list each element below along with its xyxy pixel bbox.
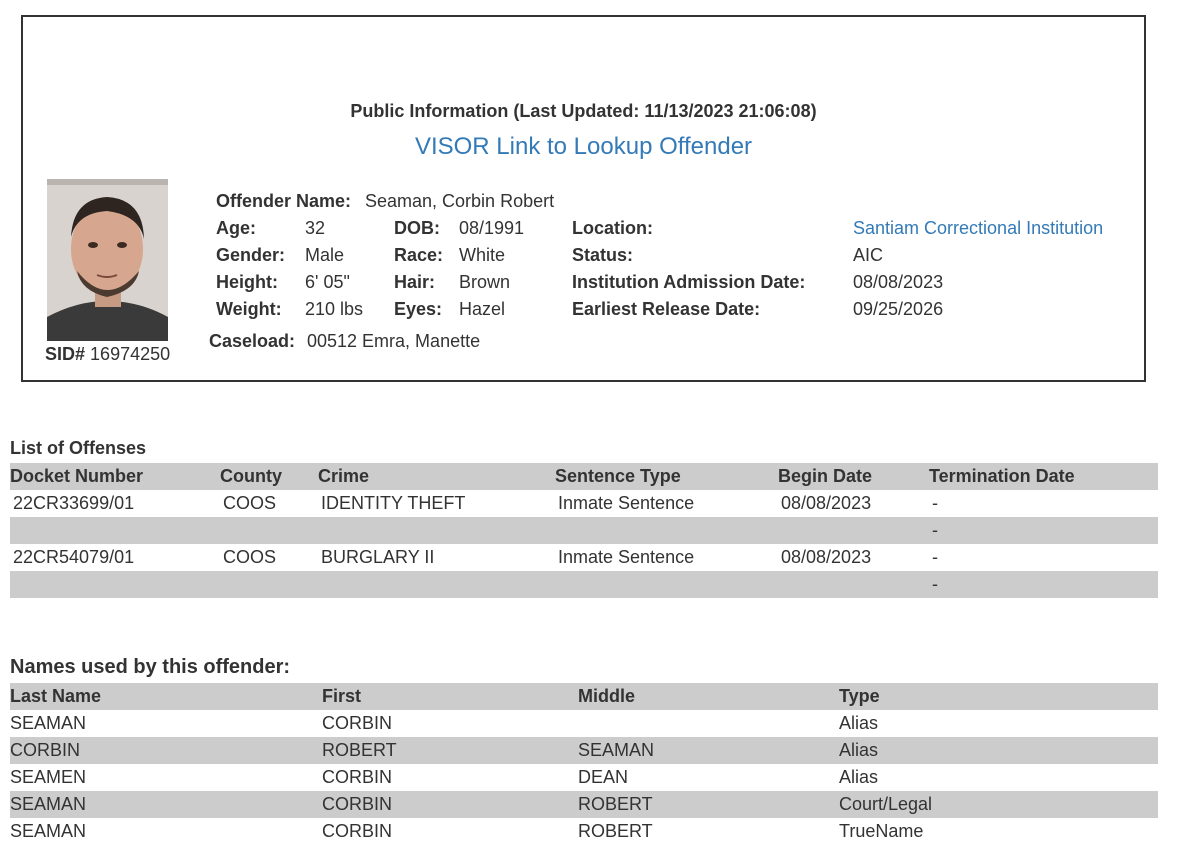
table-cell xyxy=(318,517,555,544)
column-header: Docket Number xyxy=(10,463,220,490)
location-label: Location: xyxy=(572,218,653,238)
race-value: White xyxy=(459,245,506,265)
table-cell xyxy=(778,571,929,598)
table-cell: 08/08/2023 xyxy=(781,493,872,513)
offenses-title: List of Offenses xyxy=(10,438,147,458)
table-cell xyxy=(220,571,318,598)
table-cell xyxy=(555,517,778,544)
status-value: AIC xyxy=(853,245,884,265)
admission-label: Institution Admission Date: xyxy=(572,272,806,292)
table-cell: SEAMAN xyxy=(10,821,87,841)
table-cell xyxy=(318,571,555,598)
table-cell: BURGLARY II xyxy=(321,547,435,567)
caseload-label: Caseload: xyxy=(209,331,296,351)
column-header: Crime xyxy=(318,463,555,490)
table-cell: 22CR33699/01 xyxy=(13,493,135,513)
table-row xyxy=(10,764,1158,791)
table-cell: Inmate Sentence xyxy=(558,547,695,567)
column-header: Middle xyxy=(578,683,839,710)
table-row xyxy=(10,571,1158,598)
table-cell: - xyxy=(929,571,1158,598)
age-label: Age: xyxy=(216,218,256,238)
height-value: 6' 05" xyxy=(305,272,350,292)
race-label: Race: xyxy=(394,245,444,265)
table-cell: 22CR54079/01 xyxy=(13,547,135,567)
table-cell: IDENTITY THEFT xyxy=(321,493,466,513)
table-cell: SEAMAN xyxy=(10,791,322,818)
names-title: Names used by this offender: xyxy=(10,656,291,678)
gender-value: Male xyxy=(305,245,345,265)
table-cell: ROBERT xyxy=(578,821,653,841)
eyes-label: Eyes: xyxy=(394,299,443,319)
table-cell: Alias xyxy=(839,737,1158,764)
gender-label: Gender: xyxy=(216,245,286,265)
dob-value: 08/1991 xyxy=(459,218,525,238)
table-cell: - xyxy=(932,493,938,513)
name-value: Seaman, Corbin Robert xyxy=(365,191,555,211)
release-value: 09/25/2026 xyxy=(853,299,944,319)
table-cell xyxy=(10,517,220,544)
dob-label: DOB: xyxy=(394,218,440,238)
names-table xyxy=(10,683,1158,845)
column-header: Type xyxy=(839,683,1158,710)
location-link[interactable]: Santiam Correctional Institution xyxy=(853,218,1104,238)
admission-value: 08/08/2023 xyxy=(853,272,944,292)
weight-label: Weight: xyxy=(216,299,282,319)
table-cell: - xyxy=(932,547,938,567)
table-cell xyxy=(778,517,929,544)
name-label: Offender Name: xyxy=(216,191,352,211)
table-cell: ROBERT xyxy=(322,737,578,764)
table-cell: Alias xyxy=(839,713,879,733)
weight-value: 210 lbs xyxy=(305,299,364,319)
column-header: Begin Date xyxy=(778,463,929,490)
table-cell: 08/08/2023 xyxy=(781,547,872,567)
table-cell: Alias xyxy=(839,767,879,787)
table-cell: ROBERT xyxy=(578,791,839,818)
table-row xyxy=(10,710,1158,737)
status-label: Status: xyxy=(572,245,634,265)
table-cell: SEAMAN xyxy=(10,713,87,733)
column-header: Termination Date xyxy=(929,463,1158,490)
table-cell: Inmate Sentence xyxy=(558,493,695,513)
hair-value: Brown xyxy=(459,272,511,292)
table-cell xyxy=(578,710,839,737)
table-cell xyxy=(10,571,220,598)
age-value: 32 xyxy=(305,218,326,238)
column-header: Sentence Type xyxy=(555,463,778,490)
table-cell: TrueName xyxy=(839,821,924,841)
table-row xyxy=(10,818,1158,845)
table-cell: CORBIN xyxy=(322,713,393,733)
table-cell: COOS xyxy=(223,493,277,513)
sid-label: SID# xyxy=(45,344,86,364)
table-cell: SEAMEN xyxy=(10,767,87,787)
table-cell: CORBIN xyxy=(10,737,322,764)
table-cell: Court/Legal xyxy=(839,791,1158,818)
offenses-header-row xyxy=(10,463,1158,490)
hair-label: Hair: xyxy=(394,272,436,292)
table-cell: DEAN xyxy=(578,767,629,787)
table-cell: - xyxy=(929,517,1158,544)
table-cell: CORBIN xyxy=(322,791,578,818)
offenses-table xyxy=(10,463,1158,598)
height-label: Height: xyxy=(216,272,278,292)
table-row xyxy=(10,490,1158,517)
column-header: First xyxy=(322,683,578,710)
last-updated: Public Information (Last Updated: 11/13/2023 21:06:08) xyxy=(350,101,817,121)
table-row xyxy=(10,517,1158,544)
table-cell xyxy=(555,571,778,598)
column-header: Last Name xyxy=(10,683,322,710)
offender-details xyxy=(23,17,1144,380)
names-header-row xyxy=(10,683,1158,710)
table-row xyxy=(10,791,1158,818)
table-cell xyxy=(220,517,318,544)
visor-link[interactable]: VISOR Link to Lookup Offender xyxy=(414,133,753,160)
caseload-value: 00512 Emra, Manette xyxy=(307,331,481,351)
table-cell: CORBIN xyxy=(322,821,393,841)
offender-card xyxy=(21,15,1146,382)
table-row xyxy=(10,544,1158,571)
column-header: County xyxy=(220,463,318,490)
table-cell: SEAMAN xyxy=(578,737,839,764)
release-label: Earliest Release Date: xyxy=(572,299,761,319)
table-cell: CORBIN xyxy=(322,767,393,787)
sid-value: 16974250 xyxy=(90,344,171,364)
table-cell: COOS xyxy=(223,547,277,567)
eyes-value: Hazel xyxy=(459,299,506,319)
table-row xyxy=(10,737,1158,764)
